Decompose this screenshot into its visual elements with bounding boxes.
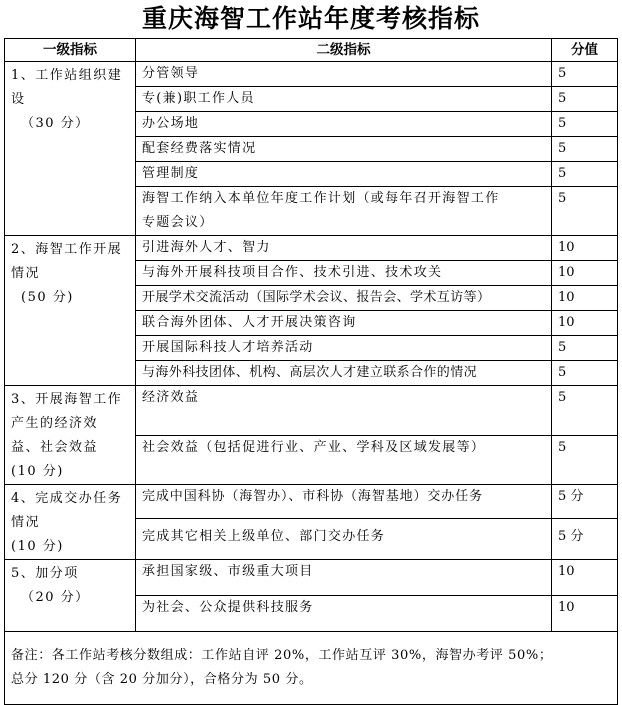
table-header-row	[5, 39, 618, 62]
item-text-line: 专题会议）	[142, 215, 214, 230]
item-text: 承担国家级、市级重大项目	[136, 560, 552, 596]
item-text: 社会效益（包括促进行业、产业、学科及区域发展等）	[136, 435, 552, 485]
item-text: 引进海外人才、智力	[136, 236, 552, 261]
group-name-line: 2、海智工作开展	[11, 242, 123, 257]
item-score: 5	[552, 435, 618, 485]
item-text: 与海外开展科技项目合作、技术引进、技术攻关	[136, 261, 552, 286]
item-score: 5	[552, 361, 618, 386]
item-score: 5	[552, 137, 618, 162]
item-text: 配套经费落实情况	[136, 137, 552, 162]
group-score: （20 分）	[21, 590, 90, 605]
item-text: 完成中国科协（海智办）、市科协（海智基地）交办任务	[136, 485, 552, 519]
group-name-line: 5、加分项	[11, 566, 79, 581]
table-row	[5, 560, 618, 596]
item-score: 10	[552, 286, 618, 311]
table-row	[5, 485, 618, 519]
item-score: 5	[552, 87, 618, 112]
group-3-cell	[5, 386, 136, 485]
group-name-line: 情况	[11, 515, 41, 530]
page-title: 重庆海智工作站年度考核指标	[141, 4, 480, 33]
item-text: 联合海外团体、人才开展决策咨询	[136, 311, 552, 336]
item-text-line: 海智工作纳入本单位年度工作计划（或每年召开海智工作	[142, 191, 500, 206]
group-score: (10 分)	[11, 464, 64, 479]
item-score: 5	[552, 386, 618, 436]
item-text: 专(兼)职工作人员	[136, 87, 552, 112]
assessment-table	[4, 38, 618, 705]
note-cell	[5, 632, 618, 705]
group-score: (10 分)	[11, 539, 64, 554]
item-text: 办公场地	[136, 112, 552, 137]
group-name-line: 4、完成交办任务	[11, 491, 123, 506]
table-row	[5, 62, 618, 87]
note-line: 备注：各工作站考核分数组成：工作站自评 20%，工作站互评 30%，海智办考评 50%；	[11, 648, 553, 663]
item-score: 5	[552, 336, 618, 361]
item-score: 10	[552, 261, 618, 286]
item-text: 开展学术交流活动（国际学术会议、报告会、学术互访等）	[136, 286, 552, 311]
item-score: 10	[552, 236, 618, 261]
group-name-line: 1、工作站组织建	[11, 68, 123, 83]
item-text: 为社会、公众提供科技服务	[136, 596, 552, 632]
group-5-cell	[5, 560, 136, 632]
group-name-line: 益、社会效益	[11, 440, 99, 455]
item-text: 管理制度	[136, 162, 552, 187]
group-2-cell	[5, 236, 136, 386]
group-score: (50 分)	[21, 290, 74, 305]
item-score: 5 分	[552, 519, 618, 560]
item-score: 5	[552, 112, 618, 137]
group-name-line: 3、开展海智工作	[11, 392, 123, 407]
group-name-line: 产生的经济效	[11, 416, 99, 431]
group-name-line: 情况	[11, 266, 41, 281]
header-level1: 一级指标	[5, 39, 136, 62]
item-score: 5	[552, 187, 618, 236]
item-text: 完成其它相关上级单位、部门交办任务	[136, 519, 552, 560]
item-text: 分管领导	[136, 62, 552, 87]
item-score: 10	[552, 311, 618, 336]
header-level2: 二级指标	[136, 39, 552, 62]
item-text: 与海外科技团体、机构、高层次人才建立联系合作的情况	[136, 361, 552, 386]
group-score: （30 分）	[21, 116, 90, 131]
item-score: 5	[552, 162, 618, 187]
group-4-cell	[5, 485, 136, 560]
note-line: 总分 120 分（含 20 分加分），合格分为 50 分。	[11, 672, 313, 687]
item-score: 10	[552, 560, 618, 596]
group-1-cell	[5, 62, 136, 236]
item-text	[136, 187, 552, 236]
item-text: 开展国际科技人才培养活动	[136, 336, 552, 361]
item-score: 5 分	[552, 485, 618, 519]
header-score: 分值	[552, 39, 618, 62]
item-text: 经济效益	[136, 386, 552, 436]
table-row	[5, 386, 618, 436]
item-score: 10	[552, 596, 618, 632]
note-row	[5, 632, 618, 705]
item-score: 5	[552, 62, 618, 87]
group-name-line: 设	[11, 92, 26, 107]
table-row	[5, 236, 618, 261]
